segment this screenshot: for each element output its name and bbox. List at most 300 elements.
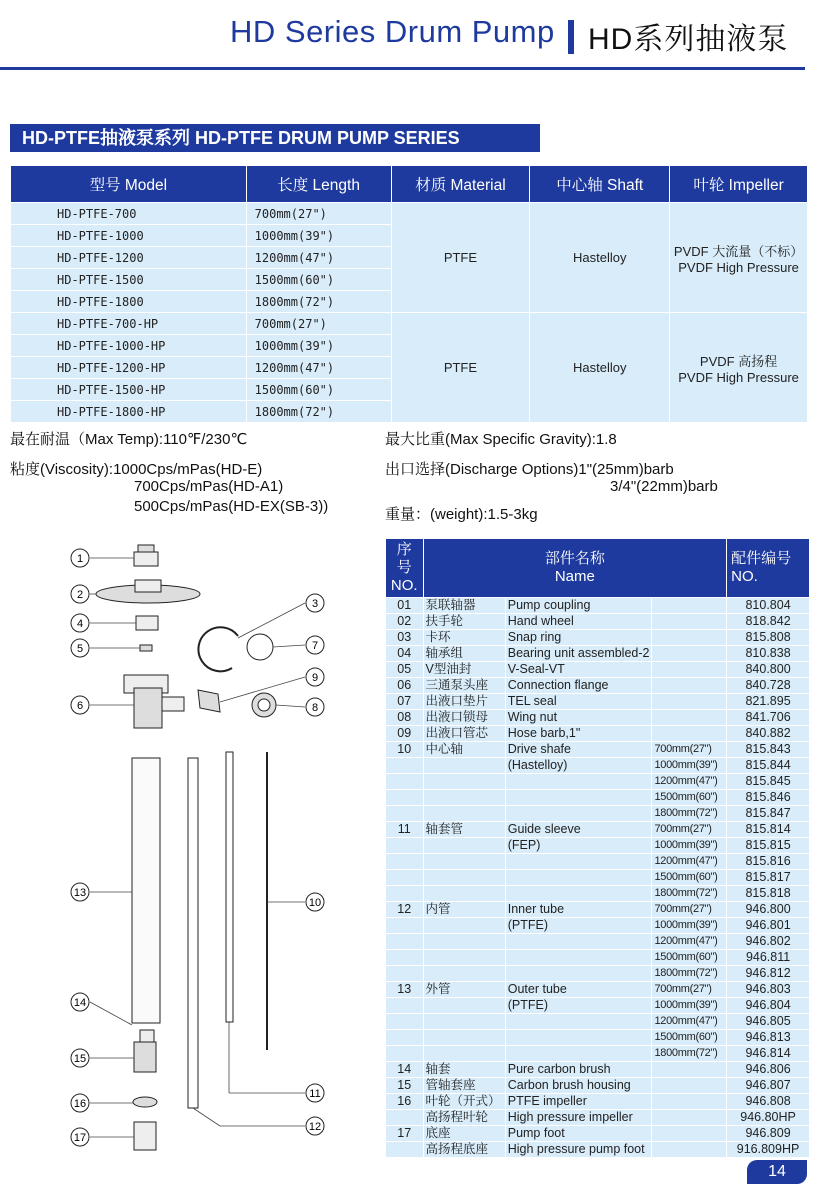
part-length: [652, 598, 727, 614]
part-name-cn: [423, 774, 505, 790]
spec-header-cell: 中心轴 Shaft: [530, 166, 670, 203]
part-name-cn: V型油封: [423, 662, 505, 678]
impeller-line-1: PVDF 大流量（不标）: [673, 243, 804, 259]
part-name-en: [505, 934, 652, 950]
part-guide-sleeve-drawing: [226, 752, 233, 1022]
part-length: 1500mm(60"): [652, 950, 727, 966]
parts-header-row: [386, 539, 810, 598]
parts-header-no: 序号 NO.: [386, 539, 424, 598]
part-name-cn: 高扬程底座: [423, 1142, 505, 1158]
spec-length-cell: 1200mm(47"): [246, 357, 391, 379]
part-name-cn: 外管: [423, 982, 505, 998]
part-number: 14: [386, 1062, 424, 1078]
parts-row: [386, 822, 810, 838]
max-temp: 最在耐温（Max Temp):110℉/230℃: [10, 431, 248, 448]
part-code: 946.807: [727, 1078, 810, 1094]
part-code: 840.800: [727, 662, 810, 678]
part-code: 946.805: [727, 1014, 810, 1030]
part-number: [386, 1014, 424, 1030]
part-flange-drawing: [124, 675, 184, 728]
callout-label: 15: [73, 1053, 87, 1065]
spec-material-cell: PTFE: [391, 313, 530, 423]
part-code: 841.706: [727, 710, 810, 726]
part-code: 815.815: [727, 838, 810, 854]
part-code: 815.847: [727, 806, 810, 822]
part-length: 1200mm(47"): [652, 934, 727, 950]
part-length: [652, 646, 727, 662]
part-name-en: High pressure impeller: [505, 1110, 652, 1126]
part-code: 815.844: [727, 758, 810, 774]
spec-header-cell: 叶轮 Impeller: [670, 166, 808, 203]
part-code: 815.818: [727, 886, 810, 902]
part-name-en: High pressure pump foot: [505, 1142, 652, 1158]
part-number: [386, 774, 424, 790]
part-name-en: (PTFE): [505, 998, 652, 1014]
spec-model-cell: HD-PTFE-1500-HP: [11, 379, 247, 401]
part-name-cn: 出液口垫片: [423, 694, 505, 710]
parts-row: [386, 710, 810, 726]
part-code: 946.809: [727, 1126, 810, 1142]
spec-row: [11, 203, 808, 225]
part-name-cn: [423, 1030, 505, 1046]
parts-row: [386, 918, 810, 934]
parts-row: [386, 630, 810, 646]
parts-row: [386, 982, 810, 998]
parts-row: [386, 598, 810, 614]
part-code: 946.804: [727, 998, 810, 1014]
part-length: 1000mm(39"): [652, 758, 727, 774]
part-length: [652, 710, 727, 726]
parts-row: [386, 902, 810, 918]
part-name-cn: 高扬程叶轮: [423, 1110, 505, 1126]
exploded-parts-diagram: [60, 540, 380, 1160]
header-divider: [568, 20, 574, 54]
part-name-en: Wing nut: [505, 710, 652, 726]
callout-label: 9: [311, 672, 319, 684]
spec-length-cell: 1800mm(72"): [246, 401, 391, 423]
callout-label: 13: [73, 887, 87, 899]
part-name-cn: [423, 1014, 505, 1030]
parts-row: [386, 1094, 810, 1110]
part-name-en: [505, 950, 652, 966]
part-bearing-drawing: [136, 616, 158, 630]
part-name-cn: 扶手轮: [423, 614, 505, 630]
part-number: [386, 934, 424, 950]
parts-header-code: 配件编号 NO.: [727, 539, 810, 598]
part-length: 1000mm(39"): [652, 918, 727, 934]
parts-row: [386, 1046, 810, 1062]
impeller-line-2: PVDF High Pressure: [678, 369, 799, 385]
part-name-en: [505, 1014, 652, 1030]
part-number: 02: [386, 614, 424, 630]
part-code: 815.846: [727, 790, 810, 806]
parts-table: [385, 538, 810, 1158]
spec-model-cell: HD-PTFE-1200: [11, 247, 247, 269]
part-outer-tube-drawing: [132, 758, 160, 1023]
parts-row: [386, 998, 810, 1014]
callout-label: 5: [76, 643, 84, 655]
part-length: [652, 726, 727, 742]
part-code: 946.808: [727, 1094, 810, 1110]
part-number: 08: [386, 710, 424, 726]
part-code: 818.842: [727, 614, 810, 630]
part-length: [652, 1110, 727, 1126]
part-number: [386, 950, 424, 966]
parts-row: [386, 854, 810, 870]
part-name-cn: 中心轴: [423, 742, 505, 758]
spec-shaft-cell: Hastelloy: [530, 313, 670, 423]
part-name-cn: [423, 950, 505, 966]
part-name-en: [505, 886, 652, 902]
part-code: 946.814: [727, 1046, 810, 1062]
part-number: 15: [386, 1078, 424, 1094]
part-length: 1800mm(72"): [652, 806, 727, 822]
part-tel-seal-drawing: [247, 634, 273, 660]
part-number: 09: [386, 726, 424, 742]
part-number: [386, 806, 424, 822]
spec-table: [10, 165, 808, 423]
part-name-en: Hose barb,1": [505, 726, 652, 742]
part-name-en: Drive shafe: [505, 742, 652, 758]
callout-label: 1: [76, 553, 84, 565]
page-number: 14: [747, 1160, 807, 1184]
part-name-cn: 叶轮（开式）: [423, 1094, 505, 1110]
part-code: 821.895: [727, 694, 810, 710]
part-name-en: Hand wheel: [505, 614, 652, 630]
callout-label: 4: [76, 618, 84, 630]
part-name-en: [505, 1030, 652, 1046]
parts-row: [386, 1126, 810, 1142]
part-length: 1500mm(60"): [652, 1030, 727, 1046]
part-brush-housing-drawing: [134, 1042, 156, 1072]
part-code: 815.814: [727, 822, 810, 838]
part-name-en: Pump coupling: [505, 598, 652, 614]
spec-length-cell: 700mm(27"): [246, 313, 391, 335]
part-name-en: Bearing unit assembled-2: [505, 646, 652, 662]
weight: 重量：(weight):1.5-3kg: [385, 506, 538, 523]
part-length: 1800mm(72"): [652, 1046, 727, 1062]
part-number: 13: [386, 982, 424, 998]
spec-length-cell: 1500mm(60"): [246, 379, 391, 401]
part-length: [652, 1062, 727, 1078]
part-number: [386, 1030, 424, 1046]
parts-row: [386, 678, 810, 694]
part-name-en: TEL seal: [505, 694, 652, 710]
part-code: 946.813: [727, 1030, 810, 1046]
part-impeller-drawing: [133, 1097, 157, 1107]
part-length: [652, 614, 727, 630]
spec-header-cell: 材质 Material: [391, 166, 530, 203]
part-code: 840.882: [727, 726, 810, 742]
part-name-en: Snap ring: [505, 630, 652, 646]
part-code: 810.804: [727, 598, 810, 614]
spec-length-cell: 1000mm(39"): [246, 225, 391, 247]
part-length: 1800mm(72"): [652, 966, 727, 982]
part-number: 05: [386, 662, 424, 678]
part-length: 700mm(27"): [652, 902, 727, 918]
part-name-cn: 管轴套座: [423, 1078, 505, 1094]
part-name-en: V-Seal-VT: [505, 662, 652, 678]
parts-row: [386, 1014, 810, 1030]
part-length: 1800mm(72"): [652, 886, 727, 902]
parts-row: [386, 726, 810, 742]
callout-label: 17: [73, 1132, 87, 1144]
part-seal-drawing: [140, 645, 152, 651]
part-code: 815.845: [727, 774, 810, 790]
part-length: 700mm(27"): [652, 822, 727, 838]
part-length: 1500mm(60"): [652, 870, 727, 886]
part-length: [652, 1078, 727, 1094]
spec-model-cell: HD-PTFE-1500: [11, 269, 247, 291]
impeller-line-2: PVDF High Pressure: [678, 259, 799, 275]
spec-length-cell: 1200mm(47"): [246, 247, 391, 269]
callout-label: 10: [308, 897, 322, 909]
spec-model-cell: HD-PTFE-1200-HP: [11, 357, 247, 379]
part-name-cn: 内管: [423, 902, 505, 918]
part-length: 1000mm(39"): [652, 838, 727, 854]
part-number: [386, 854, 424, 870]
part-name-cn: [423, 934, 505, 950]
part-name-cn: 出液口锁母: [423, 710, 505, 726]
parts-body: [386, 598, 810, 1158]
part-code: 916.809HP: [727, 1142, 810, 1158]
part-name-cn: 底座: [423, 1126, 505, 1142]
part-name-en: Carbon brush housing: [505, 1078, 652, 1094]
spec-row: [11, 313, 808, 335]
part-number: 01: [386, 598, 424, 614]
callout-label: 6: [76, 700, 84, 712]
parts-row: [386, 790, 810, 806]
part-name-cn: [423, 998, 505, 1014]
part-number: [386, 838, 424, 854]
part-code: 946.802: [727, 934, 810, 950]
page-header: [0, 10, 820, 62]
part-code: 815.816: [727, 854, 810, 870]
part-name-cn: [423, 758, 505, 774]
part-name-en: [505, 854, 652, 870]
parts-row: [386, 774, 810, 790]
part-name-en: [505, 774, 652, 790]
part-name-en: [505, 870, 652, 886]
spec-header-cell: 长度 Length: [246, 166, 391, 203]
part-inner-tube-drawing: [188, 758, 198, 1108]
callout-label: 16: [73, 1098, 87, 1110]
part-name-en: Connection flange: [505, 678, 652, 694]
part-name-en: Guide sleeve: [505, 822, 652, 838]
parts-row: [386, 1142, 810, 1158]
section-title: HD-PTFE抽液泵系列 HD-PTFE DRUM PUMP SERIES: [10, 124, 540, 152]
part-name-en: (PTFE): [505, 918, 652, 934]
callout-label: 12: [308, 1121, 322, 1133]
discharge-line-2: 3/4"(22mm)barb: [610, 478, 718, 495]
spec-model-cell: HD-PTFE-1000-HP: [11, 335, 247, 357]
part-name-en: [505, 790, 652, 806]
part-code: 815.843: [727, 742, 810, 758]
spec-length-cell: 700mm(27"): [246, 203, 391, 225]
part-name-cn: [423, 918, 505, 934]
part-hose-barb-drawing: [198, 690, 220, 712]
part-number: [386, 870, 424, 886]
parts-row: [386, 950, 810, 966]
part-name-en: (FEP): [505, 838, 652, 854]
part-number: [386, 790, 424, 806]
spec-material-cell: PTFE: [391, 203, 530, 313]
part-name-en: [505, 966, 652, 982]
part-length: 1500mm(60"): [652, 790, 727, 806]
part-number: [386, 1110, 424, 1126]
part-name-en: PTFE impeller: [505, 1094, 652, 1110]
spec-impeller-cell: [670, 313, 808, 423]
spec-body: [11, 203, 808, 423]
part-number: [386, 998, 424, 1014]
part-pump-foot-drawing: [134, 1122, 156, 1150]
discharge-line-1: 出口选择(Discharge Options)1"(25mm)barb: [385, 461, 674, 478]
spec-shaft-cell: Hastelloy: [530, 203, 670, 313]
part-length: 1200mm(47"): [652, 774, 727, 790]
part-length: [652, 678, 727, 694]
part-number: [386, 758, 424, 774]
part-length: [652, 694, 727, 710]
part-number: [386, 1046, 424, 1062]
part-hand-wheel-drawing: [96, 580, 200, 603]
part-number: [386, 966, 424, 982]
part-code: 946.800: [727, 902, 810, 918]
spec-model-cell: HD-PTFE-1000: [11, 225, 247, 247]
parts-row: [386, 1110, 810, 1126]
impeller-line-1: PVDF 高扬程: [699, 353, 778, 369]
part-number: 10: [386, 742, 424, 758]
spec-header-cell: 型号 Model: [11, 166, 247, 203]
part-name-cn: 轴套管: [423, 822, 505, 838]
part-name-en: Inner tube: [505, 902, 652, 918]
parts-row: [386, 1062, 810, 1078]
part-name-en: [505, 1046, 652, 1062]
part-name-cn: [423, 870, 505, 886]
part-code: 840.728: [727, 678, 810, 694]
part-name-en: Pump foot: [505, 1126, 652, 1142]
parts-row: [386, 614, 810, 630]
part-length: 700mm(27"): [652, 742, 727, 758]
parts-row: [386, 838, 810, 854]
part-length: [652, 662, 727, 678]
viscosity-line-2: 700Cps/mPas(HD-A1): [134, 478, 284, 495]
part-number: 06: [386, 678, 424, 694]
parts-row: [386, 870, 810, 886]
parts-row: [386, 1030, 810, 1046]
part-length: 700mm(27"): [652, 982, 727, 998]
spec-length-cell: 1000mm(39"): [246, 335, 391, 357]
part-name-cn: [423, 1046, 505, 1062]
callout-label: 3: [311, 598, 319, 610]
part-length: [652, 1126, 727, 1142]
callout-label: 11: [309, 1088, 321, 1100]
part-name-cn: 轴承组: [423, 646, 505, 662]
part-number: 12: [386, 902, 424, 918]
part-snap-ring-drawing: [198, 627, 238, 671]
part-code: 810.838: [727, 646, 810, 662]
parts-row: [386, 966, 810, 982]
part-code: 946.801: [727, 918, 810, 934]
part-wing-nut-drawing: [252, 693, 276, 717]
part-number: 17: [386, 1126, 424, 1142]
part-name-cn: [423, 966, 505, 982]
part-number: 03: [386, 630, 424, 646]
callout-label: 2: [76, 589, 84, 601]
parts-row: [386, 694, 810, 710]
part-length: [652, 1094, 727, 1110]
spec-model-cell: HD-PTFE-1800-HP: [11, 401, 247, 423]
part-name-cn: 卡环: [423, 630, 505, 646]
part-number: [386, 886, 424, 902]
part-code: 946.80HP: [727, 1110, 810, 1126]
max-gravity: 最大比重(Max Specific Gravity):1.8: [385, 431, 617, 448]
part-name-cn: 泵联轴器: [423, 598, 505, 614]
viscosity-line-1: 粘度(Viscosity):1000Cps/mPas(HD-E): [10, 461, 263, 478]
part-name-cn: [423, 806, 505, 822]
part-code: 946.803: [727, 982, 810, 998]
part-number: 16: [386, 1094, 424, 1110]
header-title-en: HD Series Drum Pump: [230, 14, 555, 49]
part-length: [652, 1142, 727, 1158]
spec-model-cell: HD-PTFE-700: [11, 203, 247, 225]
part-number: [386, 918, 424, 934]
part-name-en: [505, 806, 652, 822]
callout-label: 14: [73, 997, 87, 1009]
part-number: 11: [386, 822, 424, 838]
part-length: 1200mm(47"): [652, 1014, 727, 1030]
parts-row: [386, 934, 810, 950]
callout-label: 8: [311, 702, 319, 714]
part-length: [652, 630, 727, 646]
part-name-cn: [423, 886, 505, 902]
spec-impeller-cell: [670, 203, 808, 313]
spec-length-cell: 1800mm(72"): [246, 291, 391, 313]
spec-header-row: [11, 166, 808, 203]
part-name-cn: 出液口管芯: [423, 726, 505, 742]
part-code: 815.817: [727, 870, 810, 886]
part-name-en: Pure carbon brush: [505, 1062, 652, 1078]
part-code: 946.812: [727, 966, 810, 982]
parts-row: [386, 646, 810, 662]
parts-row: [386, 1078, 810, 1094]
part-name-cn: 轴套: [423, 1062, 505, 1078]
part-length: 1200mm(47"): [652, 854, 727, 870]
part-number: 07: [386, 694, 424, 710]
parts-row: [386, 806, 810, 822]
part-length: 1000mm(39"): [652, 998, 727, 1014]
part-name-cn: [423, 854, 505, 870]
header-rule: [0, 67, 805, 70]
part-name-en: Outer tube: [505, 982, 652, 998]
part-code: 946.806: [727, 1062, 810, 1078]
part-coupling-drawing: [134, 545, 158, 566]
part-name-cn: [423, 838, 505, 854]
spec-length-cell: 1500mm(60"): [246, 269, 391, 291]
part-code: 815.808: [727, 630, 810, 646]
part-number: 04: [386, 646, 424, 662]
part-number: [386, 1142, 424, 1158]
part-name-en: (Hastelloy): [505, 758, 652, 774]
parts-header-name: 部件名称 Name: [423, 539, 727, 598]
parts-row: [386, 758, 810, 774]
part-name-cn: [423, 790, 505, 806]
spec-model-cell: HD-PTFE-700-HP: [11, 313, 247, 335]
part-code: 946.811: [727, 950, 810, 966]
parts-row: [386, 662, 810, 678]
callout-label: 7: [311, 640, 319, 652]
spec-model-cell: HD-PTFE-1800: [11, 291, 247, 313]
parts-row: [386, 742, 810, 758]
